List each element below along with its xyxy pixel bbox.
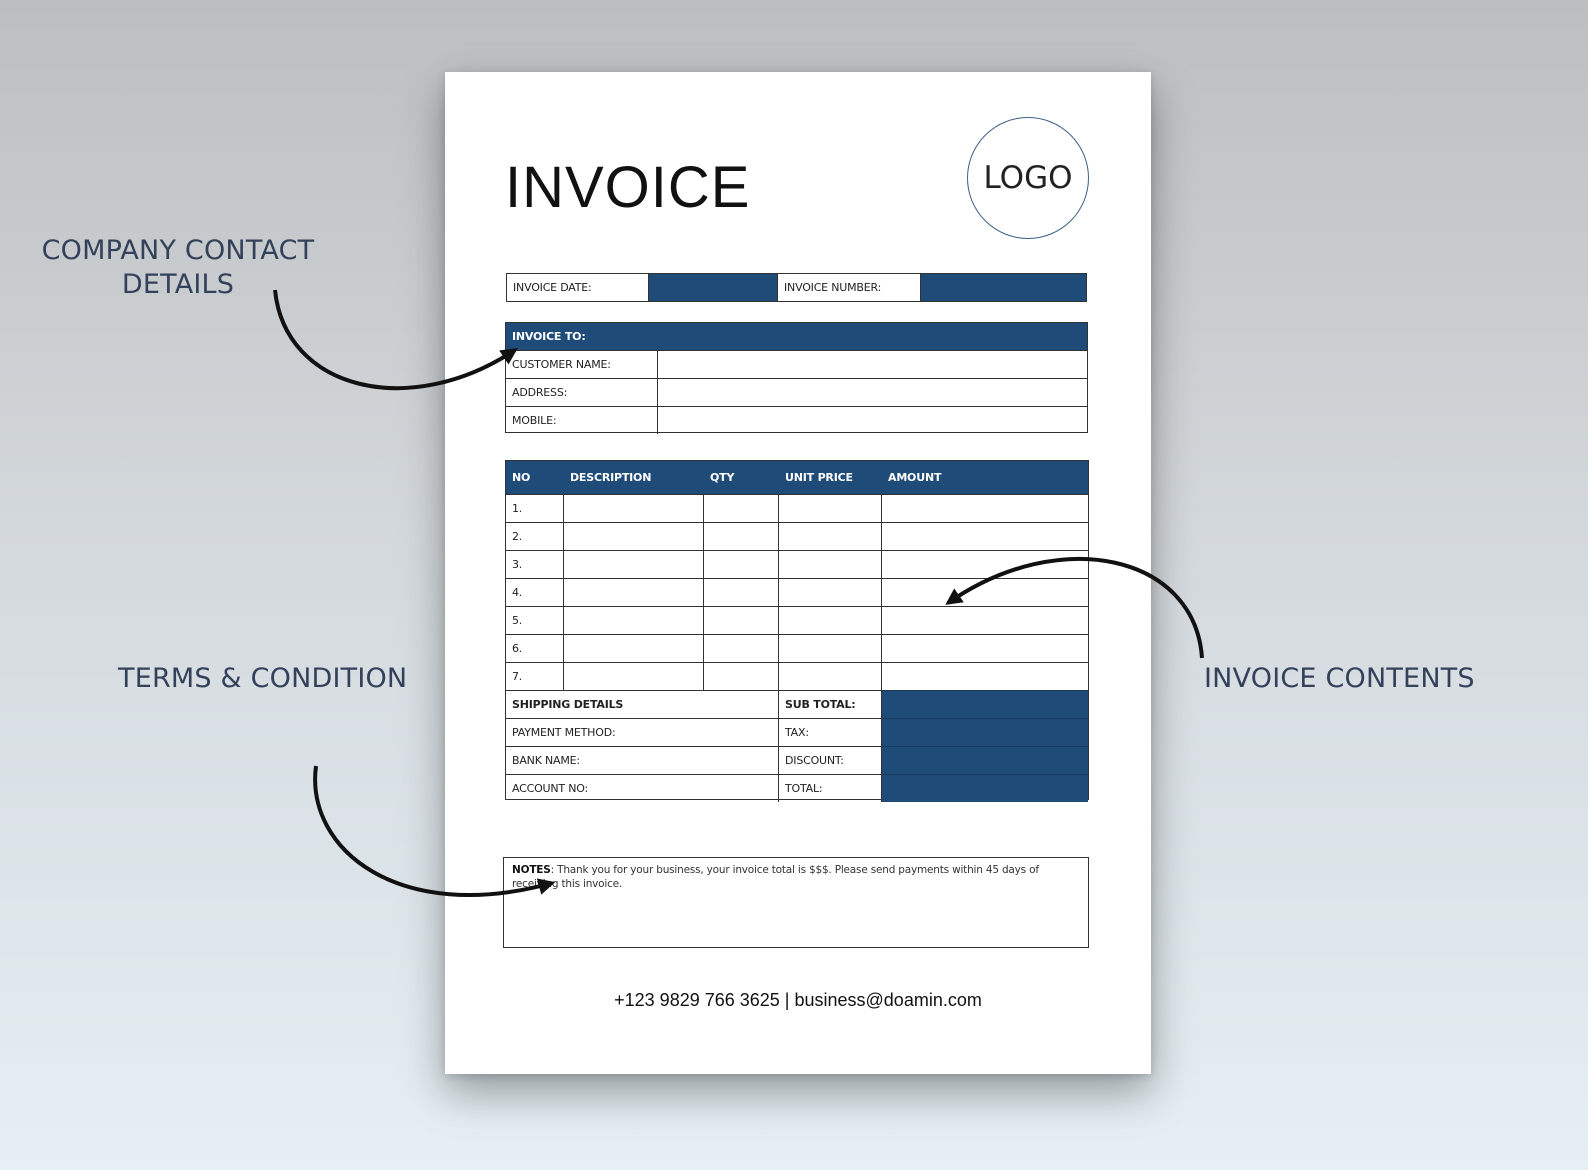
- address-field[interactable]: [658, 379, 1087, 406]
- column-header-description: DESCRIPTION: [570, 471, 652, 484]
- invoice-title: INVOICE: [505, 155, 751, 220]
- table-row: [506, 494, 1088, 522]
- cell-amount[interactable]: [882, 606, 1088, 634]
- cell-amount[interactable]: [882, 662, 1088, 690]
- cell-description[interactable]: [564, 522, 704, 550]
- cell-amount[interactable]: [882, 578, 1088, 606]
- cell-no: 7.: [506, 662, 564, 690]
- cell-description[interactable]: [564, 550, 704, 578]
- notes-label: NOTES: [512, 864, 551, 876]
- summary-value-field[interactable]: [882, 690, 1088, 718]
- column-header-qty: QTY: [710, 471, 735, 484]
- table-row: [506, 406, 1087, 434]
- logo-placeholder: LOGO: [967, 117, 1089, 239]
- table-row: [506, 662, 1088, 690]
- summary-value-field[interactable]: [882, 774, 1088, 802]
- invoice-meta-row: [506, 273, 1087, 302]
- summary-row: [506, 718, 1088, 746]
- cell-unit-price[interactable]: [779, 494, 882, 522]
- cell-description[interactable]: [564, 494, 704, 522]
- summary-right-label: SUB TOTAL:: [779, 690, 882, 718]
- summary-value-field[interactable]: [882, 718, 1088, 746]
- table-row: [506, 550, 1088, 578]
- cell-amount[interactable]: [882, 522, 1088, 550]
- items-header-row: [506, 461, 1088, 494]
- cell-no: 3.: [506, 550, 564, 578]
- cell-unit-price[interactable]: [779, 578, 882, 606]
- cell-description[interactable]: [564, 662, 704, 690]
- customer-name-label: CUSTOMER NAME:: [506, 351, 658, 378]
- cell-unit-price[interactable]: [779, 634, 882, 662]
- summary-left-label: SHIPPING DETAILS: [506, 690, 779, 718]
- summary-left-label: BANK NAME:: [506, 746, 779, 774]
- cell-no: 6.: [506, 634, 564, 662]
- cell-unit-price[interactable]: [779, 606, 882, 634]
- summary-row: [506, 746, 1088, 774]
- cell-qty[interactable]: [704, 522, 779, 550]
- cell-no: 2.: [506, 522, 564, 550]
- invoice-number-label: INVOICE NUMBER:: [778, 274, 921, 301]
- cell-qty[interactable]: [704, 606, 779, 634]
- address-label: ADDRESS:: [506, 379, 658, 406]
- mobile-label: MOBILE:: [506, 407, 658, 434]
- cell-amount[interactable]: [882, 494, 1088, 522]
- invoice-date-label: INVOICE DATE:: [507, 274, 649, 301]
- customer-name-field[interactable]: [658, 351, 1087, 378]
- invoice-to-table: [505, 322, 1088, 433]
- cell-no: 4.: [506, 578, 564, 606]
- cell-description[interactable]: [564, 578, 704, 606]
- table-row: [506, 378, 1087, 406]
- notes-text: : Thank you for your business, your invoice total is $$$. Please send payments within 45 days of receiving this invoice.: [512, 864, 1039, 890]
- table-row: [506, 606, 1088, 634]
- cell-qty[interactable]: [704, 578, 779, 606]
- invoice-items-table: [505, 460, 1089, 800]
- column-header-no: NO: [512, 471, 531, 484]
- callout-company-line-2: DETAILS: [121, 269, 235, 300]
- summary-left-label: PAYMENT METHOD:: [506, 718, 779, 746]
- mobile-field[interactable]: [658, 407, 1087, 434]
- summary-row: [506, 774, 1088, 802]
- column-header-amount: AMOUNT: [888, 471, 942, 484]
- cell-unit-price[interactable]: [779, 550, 882, 578]
- contact-footer: +123 9829 766 3625 | business@doamin.com: [614, 990, 982, 1010]
- callout-contents: INVOICE CONTENTS: [1204, 663, 1475, 694]
- summary-value-field[interactable]: [882, 746, 1088, 774]
- summary-row: [506, 690, 1088, 718]
- cell-unit-price[interactable]: [779, 662, 882, 690]
- invoice-to-header: INVOICE TO:: [506, 323, 1087, 350]
- summary-right-label: TAX:: [779, 718, 882, 746]
- callout-company-contact: [28, 234, 328, 302]
- notes-box: [503, 857, 1089, 948]
- cell-amount[interactable]: [882, 550, 1088, 578]
- table-row: [506, 522, 1088, 550]
- summary-section: [506, 690, 1088, 802]
- invoice-number-field[interactable]: [921, 274, 1086, 301]
- cell-qty[interactable]: [704, 634, 779, 662]
- table-row: [506, 634, 1088, 662]
- cell-no: 5.: [506, 606, 564, 634]
- cell-amount[interactable]: [882, 634, 1088, 662]
- cell-qty[interactable]: [704, 494, 779, 522]
- cell-qty[interactable]: [704, 662, 779, 690]
- callout-company-line-1: COMPANY CONTACT: [41, 235, 315, 266]
- summary-right-label: TOTAL:: [779, 774, 882, 802]
- summary-right-label: DISCOUNT:: [779, 746, 882, 774]
- table-row: [506, 578, 1088, 606]
- cell-description[interactable]: [564, 606, 704, 634]
- cell-description[interactable]: [564, 634, 704, 662]
- cell-unit-price[interactable]: [779, 522, 882, 550]
- callout-terms: TERMS & CONDITION: [118, 663, 408, 694]
- invoice-date-field[interactable]: [649, 274, 778, 301]
- invoice-page: [445, 72, 1151, 1074]
- summary-left-label: ACCOUNT NO:: [506, 774, 779, 802]
- table-row: [506, 350, 1087, 378]
- items-body: [506, 494, 1088, 690]
- cell-no: 1.: [506, 494, 564, 522]
- cell-qty[interactable]: [704, 550, 779, 578]
- column-header-unit-price: UNIT PRICE: [785, 471, 853, 484]
